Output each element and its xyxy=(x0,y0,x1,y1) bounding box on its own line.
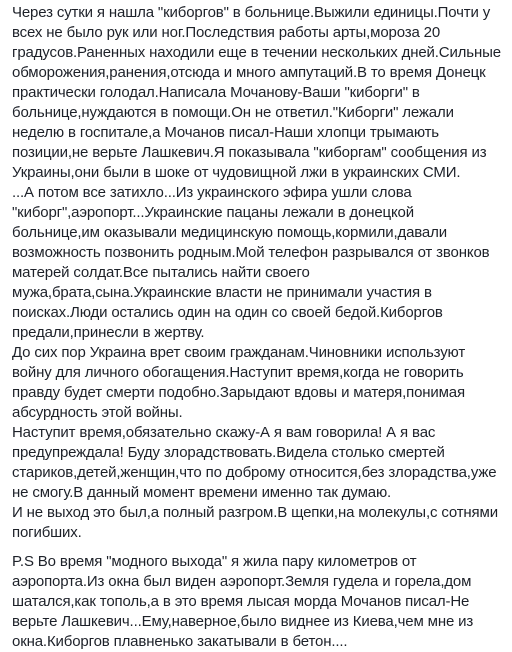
post-text-body xyxy=(12,3,504,652)
post-paragraph-postscript: P.S Во время "модного выхода" я жила пару километров от аэропорта.Из окна был виден аэропорт.Земля гудела и горела,дом шатался,как тополь,а в это время лысая морда Мочанов писал-Не верьте Лашкевич...Ему,наверное,было виднее из Киева,чем мне из окна.Киборгов плавненько закатывали в бетон.... xyxy=(12,553,474,650)
post-paragraph-defeat: И не выход это был,а полный разгром.В щепки,на молекулы,с сотнями погибших. xyxy=(12,504,498,541)
paragraph-spacer xyxy=(12,543,504,552)
post-paragraph-silence: ...А потом все затихло...Из украинского эфира ушли слова "киборг",аэропорт...Украинские пацаны лежали в донецкой больнице,им оказывали медицинскую помощь,кормили,давали возможность позвонить родным.Мой телефон разрывался от звонков матерей солдат.Все пытались найти своего мужа,брата,сына.Украинские власти не принимали участия в поисках.Люди остались один на один со своей бедой.Киборгов предали,принесли в жертву. xyxy=(12,184,490,341)
post-paragraph-hospital: Через сутки я нашла "киборгов" в больнице.Выжили единицы.Почти у всех не было рук или ног.Последствия работы арты,мороза 20 градусов.Раненных находили еще в течении нескольких дней.Сильные обморожения,ранения,отсюда и много ампутаций.В то время Донецк практически голодал.Написала Мочанову-Ваши "киборги" в больнице,нуждаются в помощи.Он не ответил."Киборги" лежали неделю в госпитале,а Мочанов писал-Наши хлопци трымають позиции,не верьте Лашкевич.Я показывала "киборгам" сообщения из Украины,они были в шоке от чудовищной лжи в украинских СМИ. xyxy=(12,4,501,181)
post-paragraph-warning: Наступит время,обязательно скажу-А я вам говорила! А я вас предупреждала! Буду злорадствовать.Видела столько смертей стариков,детей,женщин,что по доброму относится,без злорадства,уже не смогу.В данный момент времени именно так думаю. xyxy=(12,424,497,501)
post-paragraph-lies: До сих пор Украина врет своим гражданам.Чиновники используют войну для личного обогащения.Наступит время,когда не говорить правду будет смерти подобно.Зарыдают вдовы и матеря,понимая абсурдность этой войны. xyxy=(12,344,466,421)
